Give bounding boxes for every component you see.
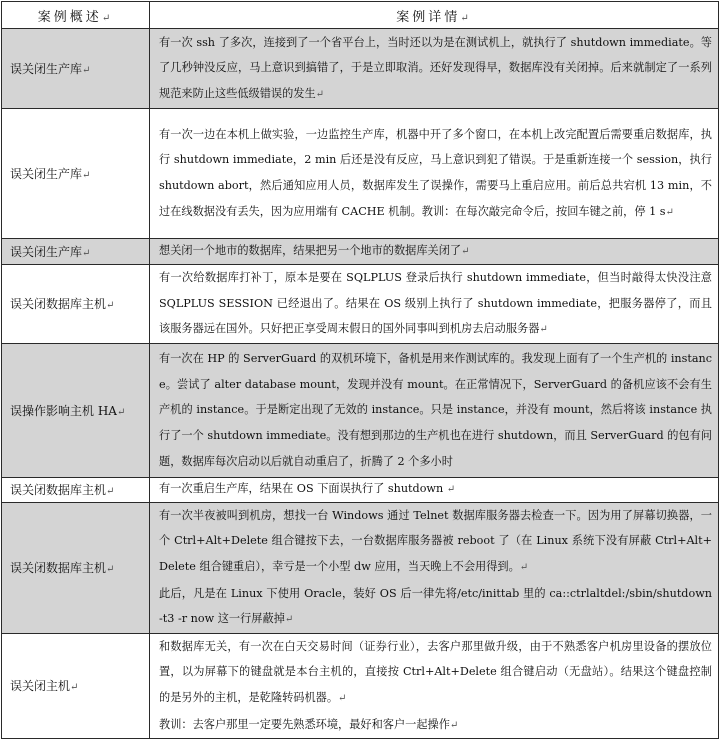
header-detail: 案例详情↵ — [150, 2, 719, 29]
case-summary: 误关闭主机↵ — [2, 633, 150, 738]
case-summary: 误关闭生产库↵ — [2, 239, 150, 265]
case-detail: 有一次给数据库打补丁，原本是要在 SQLPLUS 登录后执行 shutdown immediate，但当时敲得太快没注意 SQLPLUS SESSION 已经退出了。结果在 OS 级别上执行了 shutdown immediate，把服务器停了，而且该服务器远在国外。只好把正享受周末假日的国外同事叫到机房去启动服务器↵ — [150, 265, 719, 344]
case-detail: 想关闭一个地市的数据库，结果把另一个地市的数据库关闭了↵ — [150, 239, 719, 265]
case-summary: 误关闭数据库主机↵ — [2, 477, 150, 502]
header-row — [2, 2, 719, 29]
cases-table — [1, 1, 719, 739]
table-row — [2, 502, 719, 633]
case-detail: 和数据库无关，有一次在白天交易时间（证券行业），去客户那里做升级，由于不熟悉客户机房里设备的摆放位置，以为屏幕下的键盘就是本台主机的，直接按 Ctrl+Alt+Delete 组合键启动（无盘站）。结果这个键盘控制的是另外的主机，是乾隆转码机器。↵ 教训：去客户那里一定要先熟悉环境，最好和客户一起操作↵ — [150, 633, 719, 738]
table-row — [2, 109, 719, 239]
case-detail: 有一次在 HP 的 ServerGuard 的双机环境下，备机是用来作测试库的。我发现上面有了一个生产机的 instance。尝试了 alter database mount，发现并没有 mount。在正常情况下，ServerGuard 的备机应该不会有生产机的 instance。于是断定出现了无效的 instance。只是 instance，并没有 mount，然后将该 instance 执行了一个 shutdown immediate。没有想到那边的生产机也在进行 shutdown，而且 ServerGuard 的包有问题，数据库每次启动以后就自动重启了，折腾了 2 个多小时 — [150, 343, 719, 477]
case-summary: 误关闭生产库↵ — [2, 109, 150, 239]
table-row — [2, 265, 719, 344]
case-summary: 误操作影响主机 HA↵ — [2, 343, 150, 477]
case-summary: 误关闭数据库主机↵ — [2, 265, 150, 344]
table-row — [2, 633, 719, 738]
case-detail: 有一次 ssh 了多次，连接到了一个省平台上，当时还以为是在测试机上，就执行了 shutdown immediate。等了几秒钟没反应，马上意识到搞错了，于是立即取消。还好发现得早，数据库没有关闭掉。后来就制定了一系列规范来防止这些低级错误的发生↵ — [150, 29, 719, 109]
case-summary: 误关闭生产库↵ — [2, 29, 150, 109]
table-row — [2, 343, 719, 477]
header-summary: 案例概述↵ — [2, 2, 150, 29]
case-detail: 有一次重启生产库，结果在 OS 下面误执行了 shutdown ↵ — [150, 477, 719, 502]
case-summary: 误关闭数据库主机↵ — [2, 502, 150, 633]
case-detail: 有一次一边在本机上做实验，一边监控生产库，机器中开了多个窗口，在本机上改完配置后需要重启数据库，执行 shutdown immediate，2 min 后还是没有反应，马上意识到犯了错误。于是重新连接一个 session，执行 shutdown abort，然后通知应用人员，数据库发生了误操作，需要马上重启应用。前后总共宕机 13 min，不过在线数据没有丢失，因为应用端有 CACHE 机制。教训：在每次敲完命令后，按回车键之前，停 1 s↵ — [150, 109, 719, 239]
table-row — [2, 239, 719, 265]
case-detail: 有一次半夜被叫到机房，想找一台 Windows 通过 Telnet 数据库服务器去检查一下。因为用了屏幕切换器，一个 Ctrl+Alt+Delete 组合键按下去，一台数据库服务器被 reboot 了（在 Linux 系统下没有屏蔽 Ctrl+Alt+Delete 组合键重启），幸亏是一个小型 dw 应用，当天晚上不会用得到。↵ 此后，凡是在 Linux 下使用 Oracle，装好 OS 后一律先将/etc/inittab 里的 ca::ctrlaltdel:/sbin/shutdown -t3 -r now 这一行屏蔽掉↵ — [150, 502, 719, 633]
table-row — [2, 29, 719, 109]
table-row — [2, 477, 719, 502]
